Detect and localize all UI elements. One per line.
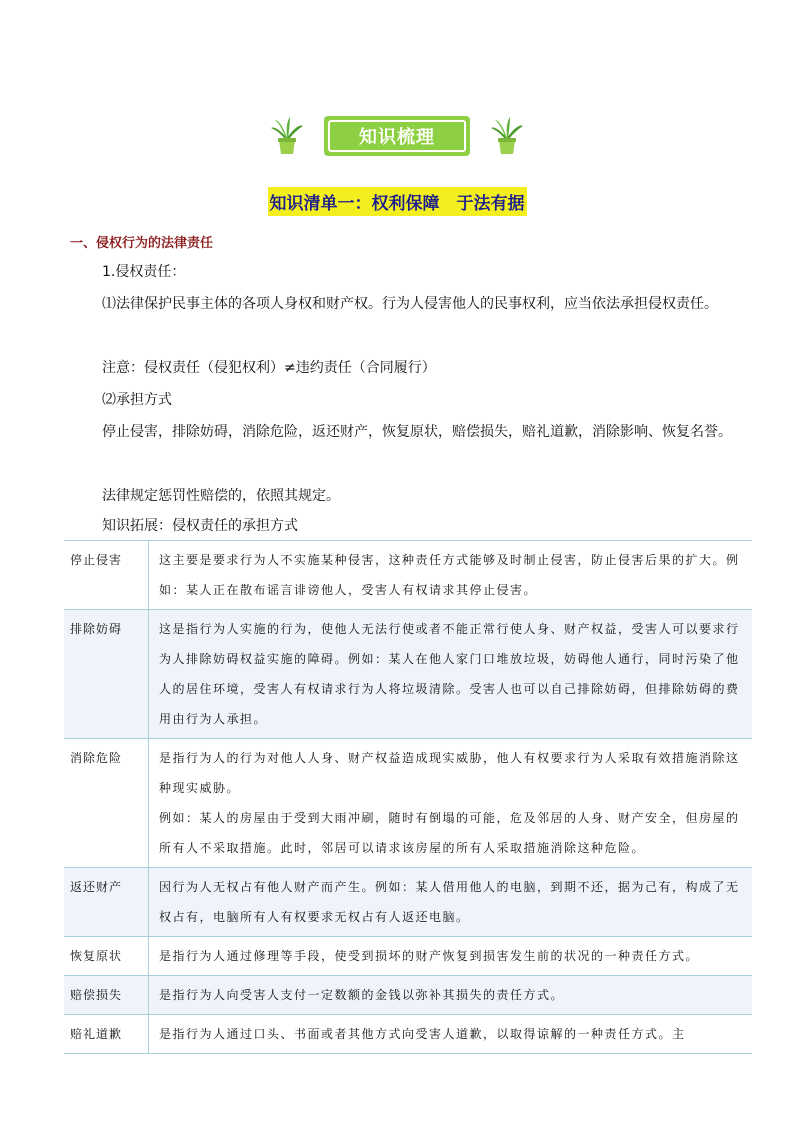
table-row <box>64 937 752 976</box>
paragraph-methods-title: ⑵承担方式 <box>102 392 172 408</box>
banner-title-box <box>324 116 470 156</box>
table-row <box>64 868 752 937</box>
description-line: 是指行为人的行为对他人人身、财产权益造成现实威胁，他人有权要求行为人采取有效措施消除这种现实威胁。 <box>159 751 740 795</box>
method-name: 消除危险 <box>64 739 149 868</box>
description-line: 这是指行为人实施的行为，使他人无法行使或者不能正常行使人身、财产权益，受害人可以要求行为人排除妨碍权益实施的障碍。例如：某人在他人家门口堆放垃圾，妨碍他人通行，同时污染了他人的居住环境，受害人有权请求行为人将垃圾清除。受害人也可以自己排除妨碍，但排除妨碍的费用由行为人承担。 <box>159 622 740 726</box>
description-line: 因行为人无权占有他人财产而产生。例如：某人借用他人的电脑，到期不还，据为己有，构成了无权占有，电脑所有人有权要求无权占有人返还电脑。 <box>159 880 740 924</box>
method-name: 赔偿损失 <box>64 976 149 1015</box>
paragraph-tort-liability-definition: ⑴法律保护民事主体的各项人身权和财产权。行为人侵害他人的民事权利，应当依法承担侵权责任。 <box>102 296 718 312</box>
description-line: 是指行为人向受害人支付一定数额的金钱以弥补其损失的责任方式。 <box>159 988 565 1002</box>
paragraph-tort-liability-title: 1.侵权责任： <box>102 264 186 280</box>
method-name: 停止侵害 <box>64 541 149 610</box>
method-name: 排除妨碍 <box>64 610 149 739</box>
section-banner <box>270 112 524 160</box>
method-description <box>149 937 753 976</box>
method-description <box>149 739 753 868</box>
method-description <box>149 610 753 739</box>
description-line: 这主要是要求行为人不实施某种侵害，这种责任方式能够及时制止侵害，防止侵害后果的扩大。例如：某人正在散布谣言诽谤他人，受害人有权请求其停止侵害。 <box>159 553 740 597</box>
table-row <box>64 976 752 1015</box>
paragraph-note: 注意：侵权责任（侵犯权利）≠违约责任（合同履行） <box>102 360 436 376</box>
paragraph-methods-list: 停止侵害，排除妨碍，消除危险，返还财产，恢复原状，赔偿损失，赔礼道歉，消除影响、恢复名誉。 <box>102 424 732 440</box>
description-line: 例如：某人的房屋由于受到大雨冲刷，随时有倒塌的可能，危及邻居的人身、财产安全，但房屋的所有人不采取措施。此时，邻居可以请求该房屋的所有人采取措施消除这种危险。 <box>159 811 740 855</box>
description-line: 是指行为人通过修理等手段，使受到损坏的财产恢复到损害发生前的状况的一种责任方式。 <box>159 949 700 963</box>
potted-plant-icon <box>490 116 524 156</box>
method-description <box>149 976 753 1015</box>
banner-title: 知识梳理 <box>359 127 435 148</box>
method-name: 返还财产 <box>64 868 149 937</box>
method-name: 恢复原状 <box>64 937 149 976</box>
table-row <box>64 541 752 610</box>
method-description <box>149 1015 753 1054</box>
method-description <box>149 541 753 610</box>
table-row <box>64 610 752 739</box>
method-description <box>149 868 753 937</box>
description-line: 是指行为人通过口头、书面或者其他方式向受害人道歉，以取得谅解的一种责任方式。主 <box>159 1027 686 1041</box>
section-heading: 一、侵权行为的法律责任 <box>70 236 214 251</box>
paragraph-punitive: 法律规定惩罚性赔偿的，依照其规定。 <box>102 488 340 504</box>
potted-plant-icon <box>270 116 304 156</box>
subtitle-row <box>0 187 794 216</box>
paragraph-extension-title: 知识拓展：侵权责任的承担方式 <box>102 518 298 534</box>
table-row <box>64 739 752 868</box>
method-name: 赔礼道歉 <box>64 1015 149 1054</box>
knowledge-list-title: 知识清单一：权利保障 于法有据 <box>268 187 527 216</box>
liability-methods-table <box>64 540 752 1054</box>
table-row <box>64 1015 752 1054</box>
